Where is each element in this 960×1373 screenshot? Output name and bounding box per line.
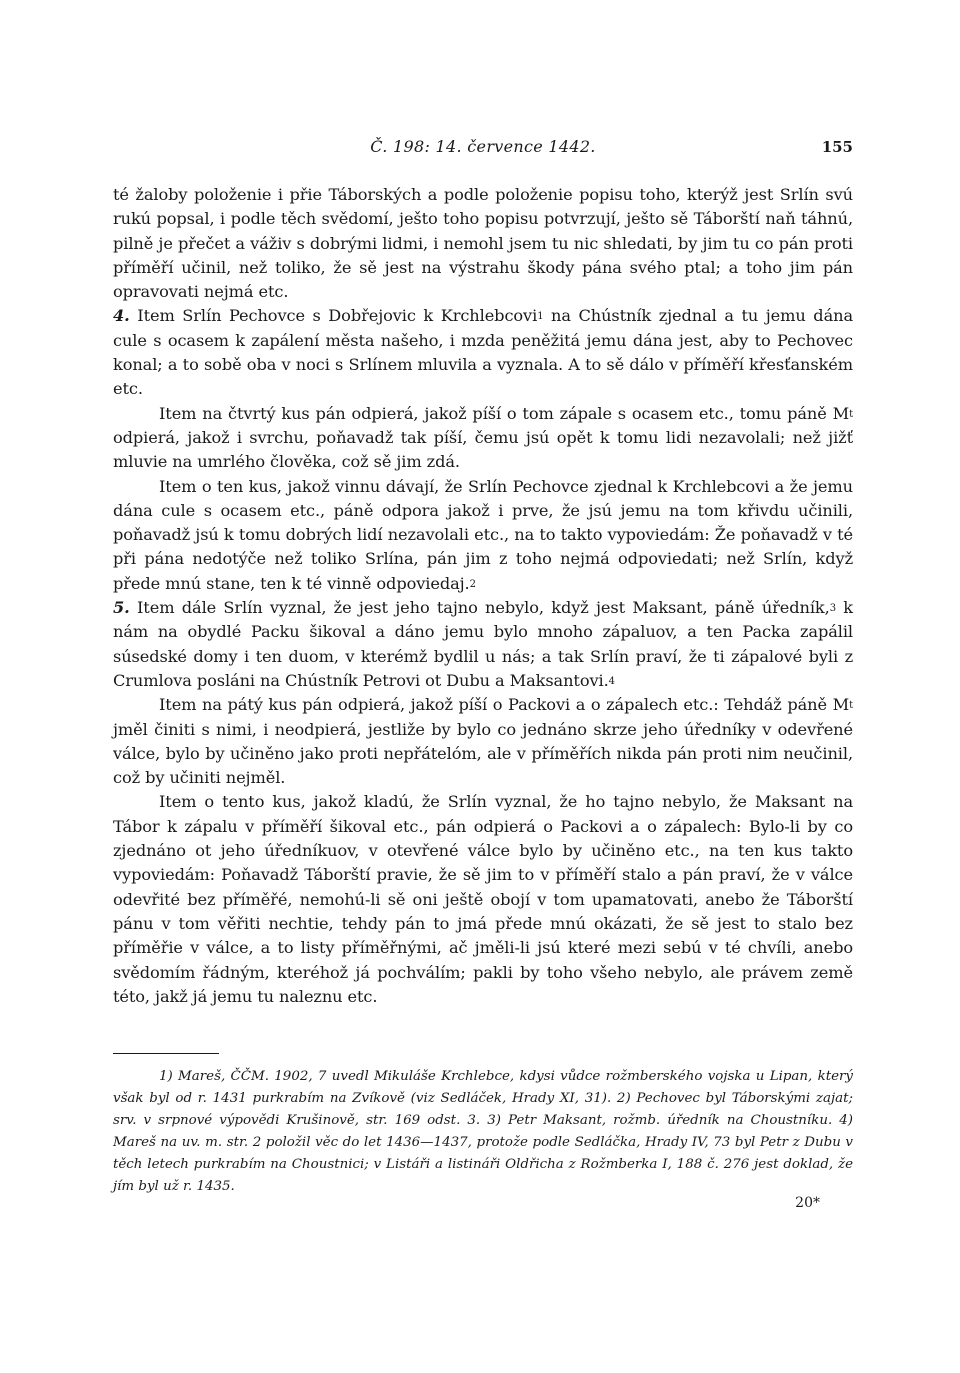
paragraph: Item o tento kus, jakož kladú, že Srlín vyznal, že ho tajno nebylo, že Maksant na Tábor k zápalu v příměří šikoval etc., pán odpierá o Packovi a o zápalech: Bylo-li by co zjednáno ot jeho úředníkuov, v otevřené válce bylo by učiněno etc., na ten kus takto vypoviedám: Poňavadž Táborští pravie, že sě jim to v příměří stalo a pán praví, že v válce odevřité bez příměřé, nemohú-li sě oni ještě obojí v tom upamatovati, anebo že Táborští pánu v tom věřiti nechtie, tehdy pán to jmá přede mnú okázati, že sě jest to stalo bez příměřie v válce, a to listy příměřnými, ač jměli-li jsú které mezi sebú v té chvíli, anebo svědomím řádným, kteréhož já pochválím; pakli by toho všeho nebylo, ale právem země této, jakž já jemu tu naleznu etc. (113, 792, 853, 1006)
paragraph-text: Item o ten kus, jakož vinnu dávají, že Srlín Pechovce zjednal k Krchlebcovi a že jemu dána cule s ocasem etc., páně odpora jakož i prve, že jsú jemu na tom křivdu učinili, poňavadž jsú k tomu dobrých lidí nezavolali etc., na to takto vypoviedám: Že poňavadž v té při pána nedotýče než toliko Srlína, pán jim z toho nejmá odpoviedati; než Srlín, když přede mnú stane, ten k té vinně odpoviedaj. (113, 476, 853, 593)
section-number: 5. (113, 598, 130, 618)
superscript: t (849, 700, 853, 712)
paragraph-section-5 (113, 596, 853, 693)
paragraph (113, 475, 853, 596)
paragraph-text: Item dále Srlín vyznal, že jest jeho tajno nebylo, když jest Maksant, páně úředník, (129, 598, 830, 618)
footnote-ref: 4 (608, 675, 615, 687)
footnote-ref: 2 (469, 578, 476, 590)
page-header (113, 137, 853, 161)
superscript: t (849, 408, 853, 420)
footnotes-text: 1) Mareš, ČČM. 1902, 7 uvedl Mikuláše Krchlebce, kdysi vůdce rožmberského vojska u Lipan, který však byl od r. 1431 purkrabím na Zvíkově (viz Sedláček, Hrady XI, 31). 2) Pechovec byl Táborskými zajat; srv. v srpnové výpovědi Krušinově, str. 169 odst. 3. 3) Petr Maksant, rožmb. úředník na Choustníku. 4) Mareš na uv. m. str. 2 položil věc do let 1436—1437, protože podle Sedláčka, Hrady IV, 73 byl Petr z Dubu v těch letech purkrabím na Choustnici; v Listáři a listináři Oldřicha z Rožmberka I, 188 č. 276 jest doklad, že jím byl už r. 1435. (113, 1069, 853, 1194)
paragraph-text: Item Srlín Pechovce s Dobřejovic k Krchlebcovi (129, 306, 538, 326)
paragraph-text: jměl činiti s nimi, i neodpierá, jestliže by bylo co jednáno skrze jeho úředníky v odevřené válce, bylo by učiněno jako proti nepřátelóm, ale v příměřích nikda pán proti nim neučinil, což by učiniti nejměl. (113, 719, 853, 788)
section-number: 4. (113, 306, 130, 326)
page-number: 155 (821, 138, 853, 156)
paragraph (113, 693, 853, 790)
running-head: Č. 198: 14. července 1442. (370, 137, 596, 156)
paragraph-text: Item na čtvrtý kus pán odpierá, jakož píší o tom zápale s ocasem etc., tomu páně M (159, 403, 850, 423)
paragraph: té žaloby položenie i přie Táborských a podle položenie popisu toho, kterýž jest Srlín svú rukú popsal, i podle těch svědomí, ješto toho popisu potvrzují, ješto sě Táborští naň táhnú, pilně je přečet a váživ s dobrými lidmi, i nemohl jsem tu nic shledati, by jim tu co pán proti příměří učinil, než toliko, že sě jest na výstrahu škody pána svého ptal; a toho jim pán opravovati nejmá etc. (113, 185, 853, 302)
paragraph-text: k nám na obydlé Packu šikoval a dáno jemu bylo mnoho zápaluov, a ten Packa zapálil súsedské domy i ten duom, v kterémž bydlil u nás; a tak Srlín praví, že ti zápalové byli z Crumlova posláni na Chústník Petrovi ot Dubu a Maksantovi. (113, 598, 853, 690)
body-text (113, 183, 853, 1009)
paragraph-text: na Chústník zjednal a tu jemu dána cule s ocasem k zapálení města našeho, i mzda peněžitá jemu dána jest, aby to Pechovec konal; a to sobě oba v noci s Srlínem mluvila a vyznala. A to sě dálo v příměří křesťanském etc. (113, 306, 853, 399)
paragraph-text: Item na pátý kus pán odpierá, jakož píší o Packovi a o zápalech etc.: Tehdáž páně M (159, 695, 850, 715)
signature-mark: 20* (795, 1195, 820, 1211)
footnote-rule (113, 1053, 219, 1054)
paragraph (113, 402, 853, 475)
paragraph-text: odpierá, jakož i svrchu, poňavadž tak píší, čemu jsú opět k tomu lidi nezavolali; než jižť mluvie na umrlého člověka, což sě jim zdá. (113, 427, 853, 472)
paragraph-section-4 (113, 304, 853, 401)
footnote-ref: 1 (537, 311, 544, 323)
footnotes (113, 1066, 853, 1198)
footnote-ref: 3 (829, 603, 836, 615)
